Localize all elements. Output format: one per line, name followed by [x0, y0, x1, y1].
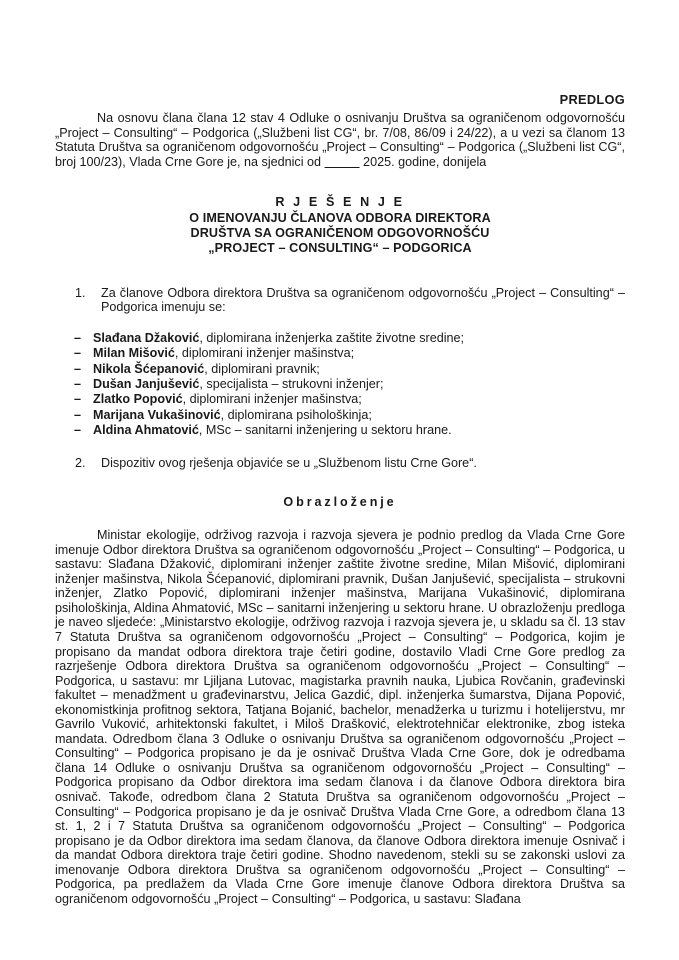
- numbered-item-1-marker: 1.: [75, 285, 86, 300]
- title-line-rjesenje: R J E Š E N J E: [275, 195, 405, 210]
- dash-bullet-icon: –: [74, 346, 82, 361]
- appointee-name: Marijana Vukašinović: [93, 407, 221, 422]
- explanation-heading: Obrazloženje: [283, 495, 397, 510]
- resolution-title-block: [55, 195, 625, 255]
- dash-bullet-icon: –: [74, 376, 82, 391]
- list-item: [55, 346, 625, 361]
- explanation-paragraph: Ministar ekologije, održivog razvoja i razvoja sjevera je podnio predlog da Vlada Crne Gore imenuje Odbor direktora Društva sa ograničenom odgovornošću „Project – Consulting“ – Podgorica, u sastavu: Slađana Džaković, diplomirani inženjer zaštite životne sredine, Milan Mišović, diplomirani inženjer mašinstva, Nikola Šćepanović, diplomirani pravnik, Dušan Janjušević, specijalista – strukovni inženjer, Zlatko Popović, diplomirani inženjer mašinstva, Marijana Vukašinović, diplomirana psihološkinja, Aldina Ahmatović, MSc – sanitarni inženjering u sektoru hrane. U obrazloženju predloga je naveo sljedeće: „Ministarstvo ekologije, održivog razvoja i razvoja sjevera je, u skladu sa čl. 13 stav 7 Statuta Društva sa ograničenom odgovornošću „Project – Consulting“ – Podgorica, kojim je propisano da mandat odbora direktora traje četiri godine, dostavilo Vladi Crne Gore predlog za razrješenje Odbora direktora Društva sa ograničenom odgovornošću „Project – Consulting“ – Podgorica, u sastavu: mr Ljiljana Lutovac, magistarka pravnih nauka, Ljubica Rovčanin, građevinski fakultet – menadžment u građevinarstvu, Jelica Gazdić, dipl. inženjerka šumarstva, Dijana Popović, ekonomistkinja profitnog sektora, Tatjana Bojanić, bachelor, menadžerka u turizmu i hotelijerstvu, mr Gavrilo Vuković, arhitektonski fakultet, i Miloš Drašković, elektrotehničar elektronike, zbog isteka mandata. Odredbom člana 3 Odluke o osnivanju Društva sa ograničenom odgovornošću „Project – Consulting“ – Podgorica propisano je da je osnivač Društva Vlada Crne Gore, dok je odredbama člana 14 Odluke o osnivanju Društva sa ograničenom odgovornošću „Project – Consulting“ – Podgorica propisano da Odbor direktora ima sedam članova i da članove Odbora direktora bira osnivač. Takođe, odredbom člana 2 Statuta Društva sa ograničenom odgovornošću „Project – Consulting“ – Podgorica propisano je da je osnivač Društva Vlada Crne Gore, a odredbom člana 13 st. 1, 2 i 7 Statuta Društva sa ograničenom odgovornošću „Project – Consulting“ – Podgorica propisano je da Odbor direktora ima sedam članova, da članove Odbora direktora imenuje Osnivač i da mandat Odbora direktora traje četiri godine. Shodno navedenom, stekli su se zakonski uslovi za imenovanje Odbora direktora Društva sa ograničenom odgovornošću „Project – Consulting“ – Podgorica, pa predlažem da Vlada Crne Gore imenuje članove Odbora direktora Društva sa ograničenom odgovornošću „Project – Consulting“ – Podgorica, u sastavu: Slađana: [55, 528, 625, 906]
- appointee-title: , MSc – sanitarni inženjering u sektoru hrane.: [198, 423, 452, 438]
- title-line-4: „PROJECT – CONSULTING“ – PODGORICA: [208, 240, 472, 255]
- appointee-name: Slađana Džaković: [93, 330, 200, 345]
- numbered-item-1-text: Za članove Odbora direktora Društva sa ograničenom odgovornošću „Project – Consulting“ – Podgorica imenuju se:: [101, 285, 625, 315]
- numbered-item-2: [55, 456, 625, 471]
- intro-paragraph: [55, 111, 625, 169]
- appointee-title: , diplomirani pravnik;: [204, 361, 320, 376]
- intro-tail-text: 2025. godine, donijela: [359, 154, 487, 169]
- appointee-title: , diplomirani inženjer mašinstva;: [174, 346, 355, 361]
- intro-text: Na osnovu člana člana 12 stav 4 Odluke o osnivanju Društva sa ograničenom odgovornošću „Project – Consulting“ – Podgorica („Službeni list CG“, br. 7/08, 86/09 i 24/22), a u vezi sa članom 13 Statuta Društva sa ograničenom odgovornošću „Project – Consulting“ – Podgorica („Službeni list CG“, broj 100/23), Vlada Crne Gore je, na sjednici od: [55, 111, 625, 169]
- appointee-title: , specijalista – strukovni inženjer;: [199, 376, 384, 391]
- dash-bullet-icon: –: [74, 423, 82, 438]
- list-item: [55, 423, 625, 438]
- numbered-item-2-text: Dispozitiv ovog rješenja objaviće se u „Službenom listu Crne Gore“.: [101, 455, 477, 470]
- list-item: [55, 362, 625, 377]
- appointee-title: , diplomirani inženjer mašinstva;: [182, 392, 362, 407]
- date-blank-field[interactable]: [325, 155, 360, 169]
- list-item: [55, 408, 625, 423]
- list-item: [55, 331, 625, 346]
- dash-bullet-icon: –: [74, 392, 82, 407]
- numbered-item-1: [55, 286, 625, 315]
- appointee-name: Aldina Ahmatović: [93, 423, 199, 438]
- appointee-name: Zlatko Popović: [93, 392, 183, 407]
- numbered-item-2-marker: 2.: [75, 455, 86, 470]
- dash-bullet-icon: –: [74, 361, 82, 376]
- list-item: [55, 392, 625, 407]
- appointee-name: Milan Mišović: [93, 346, 175, 361]
- dash-bullet-icon: –: [74, 407, 82, 422]
- appointee-name: Nikola Šćepanović: [93, 361, 205, 376]
- appointees-list: [55, 331, 625, 439]
- title-line-3: DRUŠTVA SA OGRANIČENOM ODGOVORNOŠĆU: [190, 225, 490, 240]
- title-line-2: O IMENOVANJU ČLANOVA ODBORA DIREKTORA: [189, 211, 491, 226]
- list-item: [55, 377, 625, 392]
- numbered-list: [55, 286, 625, 315]
- appointee-name: Dušan Janjušević: [93, 376, 200, 391]
- appointee-title: , diplomirana inženjerka zaštite životne sredine;: [199, 330, 465, 345]
- dash-bullet-icon: –: [74, 330, 82, 345]
- document-label: PREDLOG: [559, 92, 625, 107]
- appointee-title: , diplomirana psihološkinja;: [220, 407, 372, 422]
